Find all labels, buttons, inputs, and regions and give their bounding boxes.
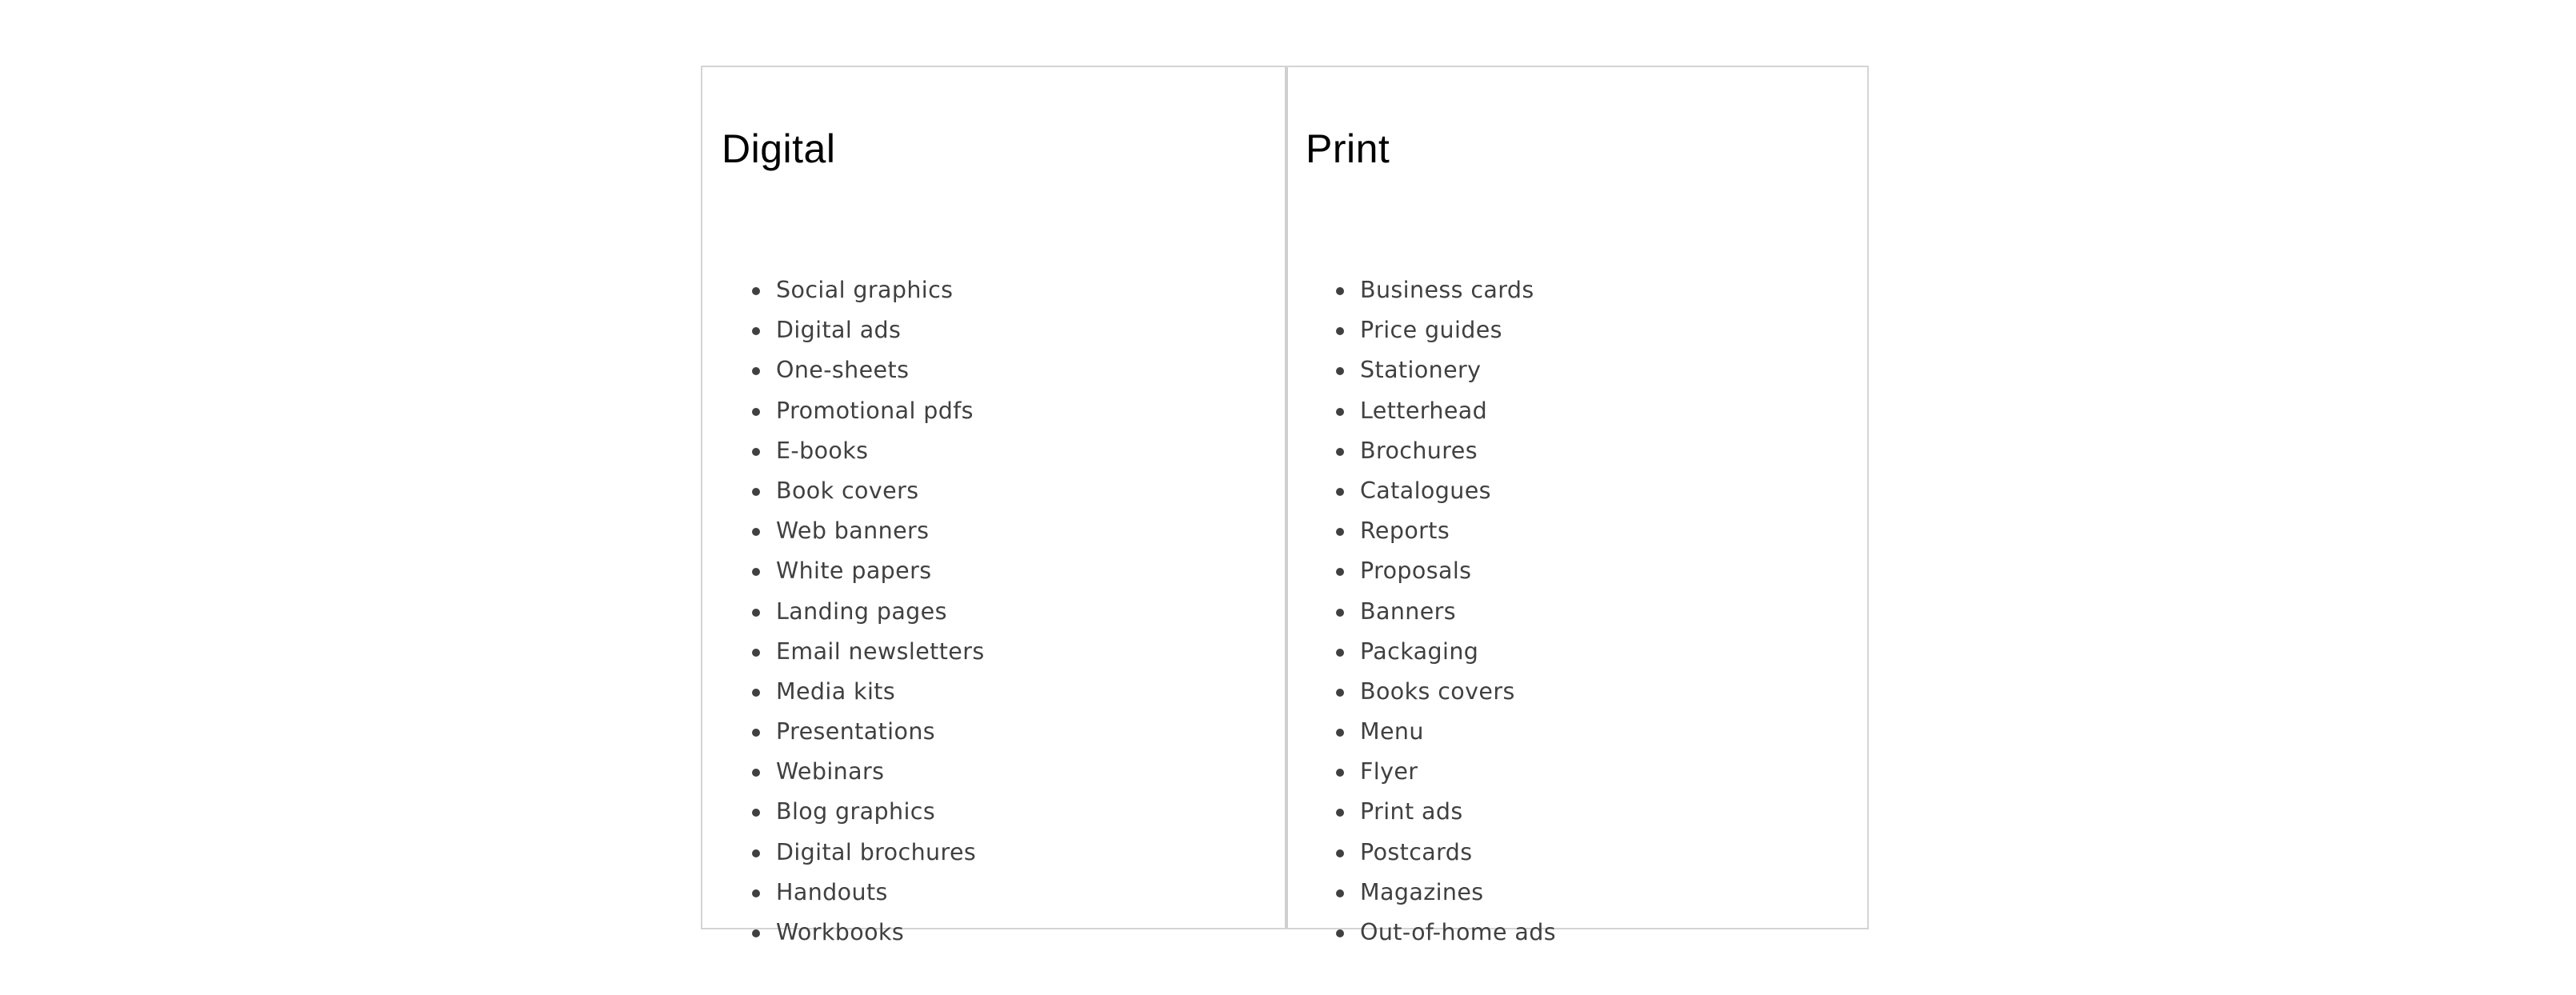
digital-heading: Digital bbox=[722, 126, 836, 171]
list-item: Postcards bbox=[1360, 833, 1556, 873]
list-item: Reports bbox=[1360, 511, 1556, 551]
list-item: Blog graphics bbox=[776, 792, 985, 832]
list-item: Magazines bbox=[1360, 873, 1556, 913]
digital-list bbox=[747, 270, 985, 953]
list-item: Media kits bbox=[776, 672, 985, 712]
list-item: White papers bbox=[776, 551, 985, 591]
print-heading: Print bbox=[1306, 126, 1390, 171]
list-item: E-books bbox=[776, 431, 985, 471]
print-list bbox=[1331, 270, 1556, 953]
list-item: Digital brochures bbox=[776, 833, 985, 873]
deliverables-table bbox=[701, 66, 1869, 945]
list-item: Stationery bbox=[1360, 350, 1556, 390]
list-item: Flyer bbox=[1360, 752, 1556, 792]
list-item: Proposals bbox=[1360, 551, 1556, 591]
list-item: Email newsletters bbox=[776, 632, 985, 672]
list-item: Business cards bbox=[1360, 270, 1556, 310]
list-item: Social graphics bbox=[776, 270, 985, 310]
list-item: Catalogues bbox=[1360, 471, 1556, 511]
list-item: Price guides bbox=[1360, 310, 1556, 350]
list-item: Menu bbox=[1360, 712, 1556, 752]
list-item: Presentations bbox=[776, 712, 985, 752]
list-item: Book covers bbox=[776, 471, 985, 511]
list-item: Letterhead bbox=[1360, 391, 1556, 431]
list-item: Digital ads bbox=[776, 310, 985, 350]
list-item: Books covers bbox=[1360, 672, 1556, 712]
list-item: Brochures bbox=[1360, 431, 1556, 471]
digital-column bbox=[702, 67, 1288, 945]
list-item: Out-of-home ads bbox=[1360, 913, 1556, 953]
list-item: Handouts bbox=[776, 873, 985, 913]
list-item: Print ads bbox=[1360, 792, 1556, 832]
list-item: Banners bbox=[1360, 592, 1556, 632]
list-item: Landing pages bbox=[776, 592, 985, 632]
list-item: One-sheets bbox=[776, 350, 985, 390]
list-item: Webinars bbox=[776, 752, 985, 792]
list-item: Web banners bbox=[776, 511, 985, 551]
print-column bbox=[1288, 67, 1867, 945]
list-item: Workbooks bbox=[776, 913, 985, 953]
list-item: Packaging bbox=[1360, 632, 1556, 672]
list-item: Promotional pdfs bbox=[776, 391, 985, 431]
